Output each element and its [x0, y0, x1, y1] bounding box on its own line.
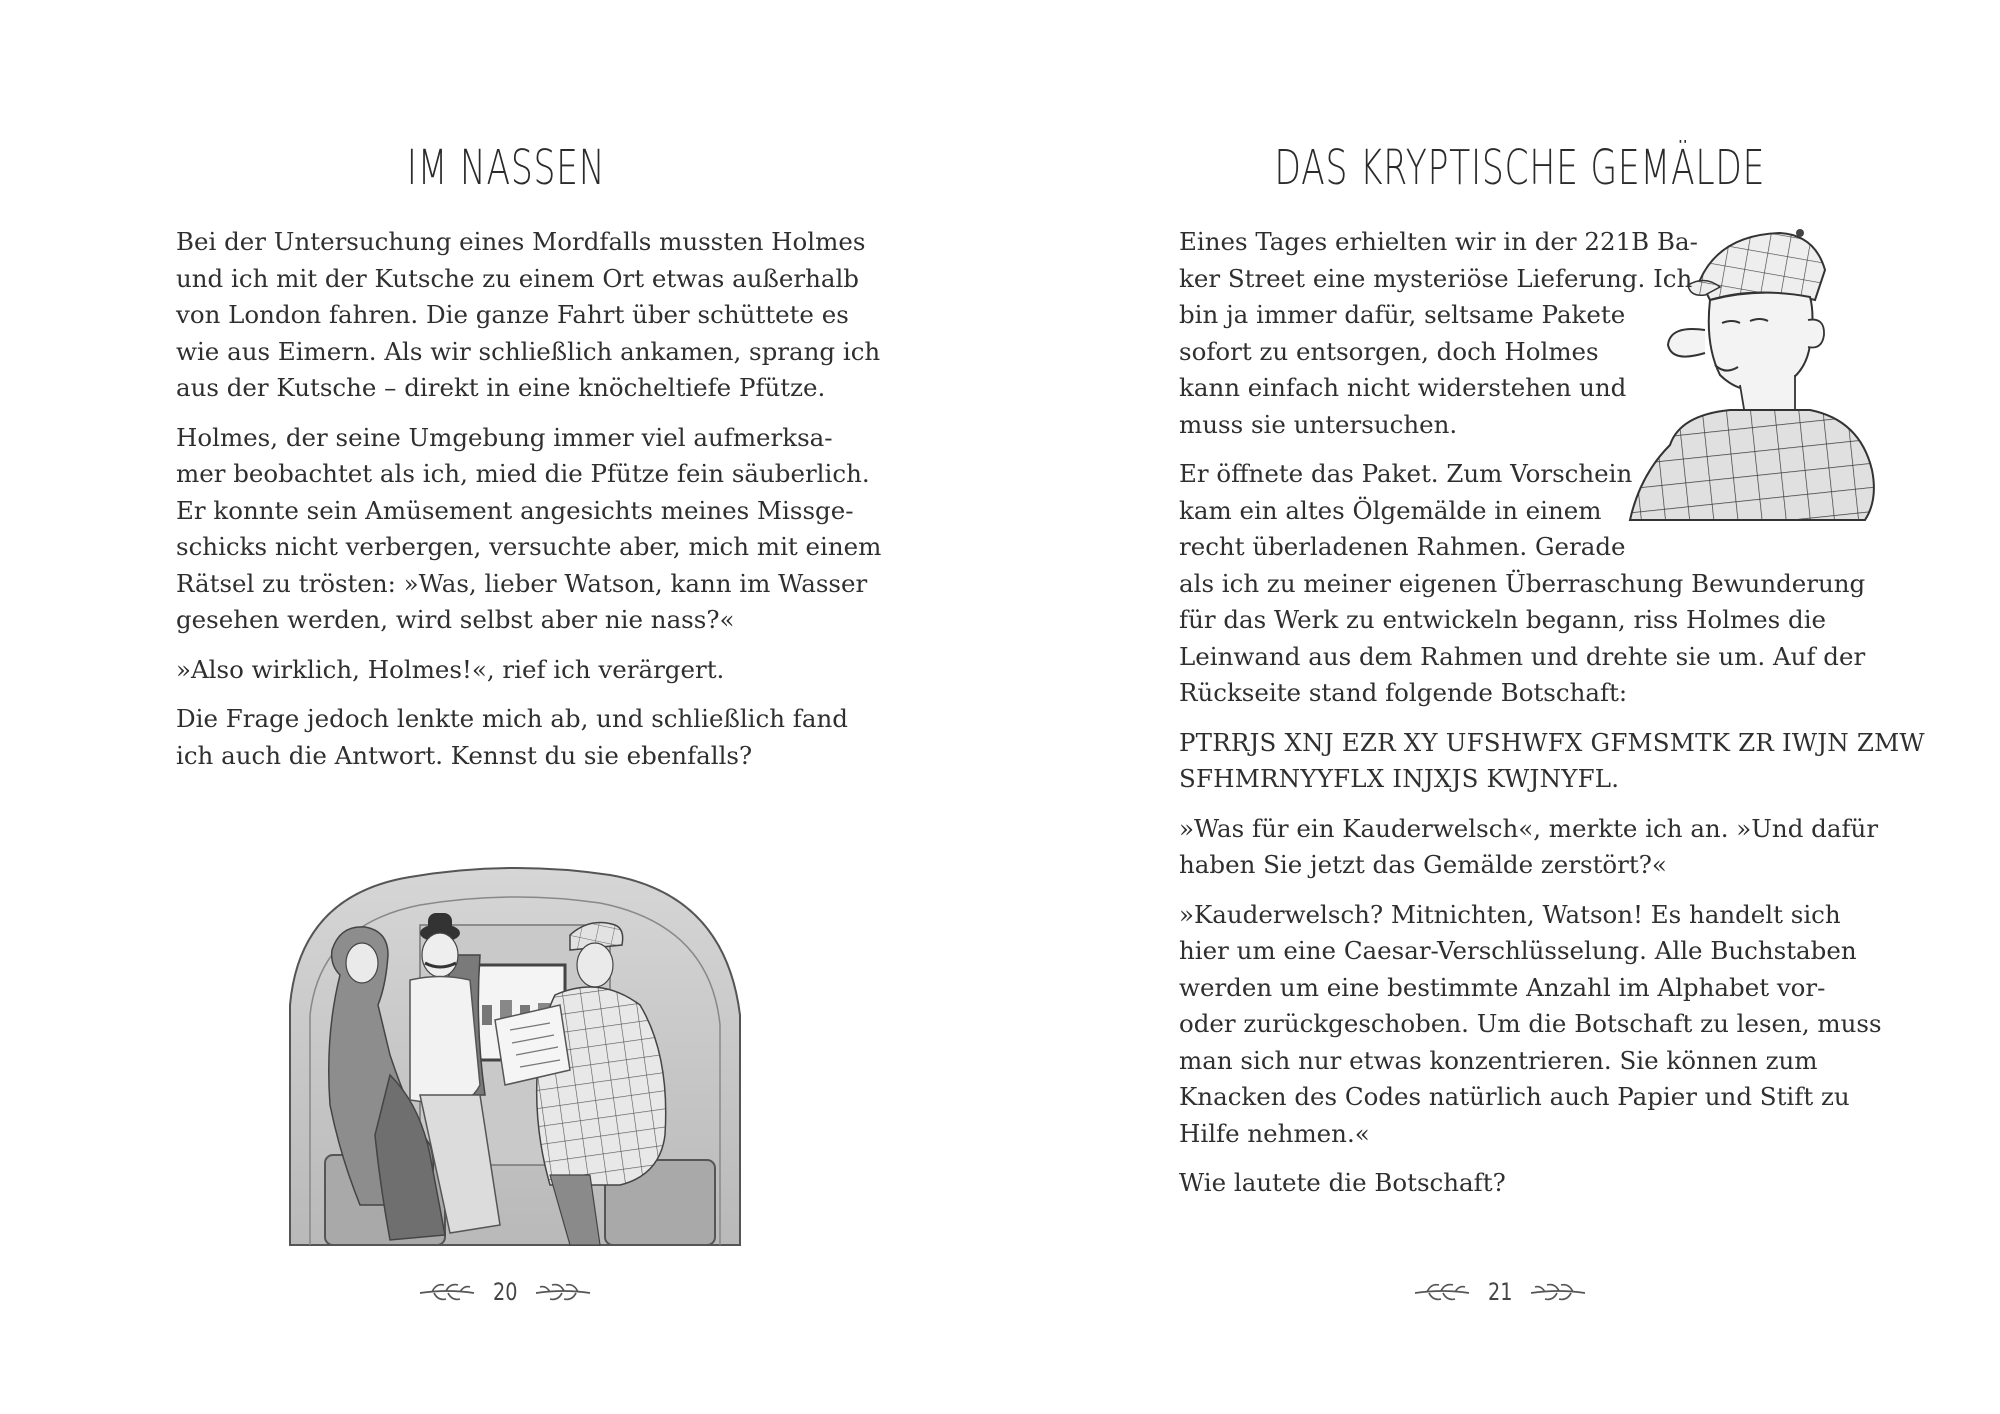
cipher-message	[1179, 725, 1925, 798]
text-line: für das Werk zu entwickeln begann, riss Holmes die	[1179, 605, 1827, 634]
right-sprig-icon	[534, 1281, 592, 1303]
text-line: Er öffnete das Paket. Zum Vorschein	[1179, 459, 1633, 488]
text-line: »Also wirklich, Holmes!«, rief ich verärgert.	[176, 654, 725, 684]
text-line: oder zurückgeschoben. Um die Botschaft zu lesen, muss	[1179, 1009, 1882, 1038]
paragraph	[1179, 811, 1879, 884]
text-line: kann einfach nicht widerstehen und	[1179, 373, 1627, 402]
right-body-text	[1179, 224, 1925, 1215]
paragraph	[176, 701, 856, 774]
text-line: Holmes, der seine Umgebung immer viel aufmerksa-	[176, 422, 833, 452]
text-line: hier um eine Caesar-Verschlüsselung. Alle Buchstaben	[1179, 936, 1857, 965]
text-line: als ich zu meiner eigenen Überraschung Bewunderung	[1179, 568, 1866, 598]
left-body-text	[176, 224, 882, 787]
text-line: sofort zu entsorgen, doch Holmes	[1179, 336, 1599, 366]
text-line: gesehen werden, wird selbst aber nie nass?«	[176, 605, 735, 634]
text-line: Er konnte sein Amüsement angesichts meines Missge-	[176, 495, 854, 525]
text-line: PTRRJS XNJ EZR XY UFSHWFX GFMSMTK ZR IWJN ZMW	[1179, 727, 1925, 757]
left-sprig-icon	[1413, 1281, 1471, 1303]
text-line: man sich nur etwas konzentrieren. Sie können zum	[1179, 1045, 1818, 1075]
text-line: Leinwand aus dem Rahmen und drehte sie um. Auf der	[1179, 641, 1866, 671]
text-line: recht überladenen Rahmen. Gerade	[1179, 532, 1626, 561]
text-line: von London fahren. Die ganze Fahrt über schüttete es	[176, 300, 849, 329]
left-sprig-icon	[418, 1281, 476, 1303]
paragraph	[1179, 224, 1839, 443]
carriage-interior-illustration	[270, 855, 750, 1255]
text-line: wie aus Eimern. Als wir schließlich ankamen, sprang ich	[176, 336, 881, 366]
paragraph	[176, 652, 856, 689]
paragraph	[176, 420, 882, 639]
chapter-title-left: IM NASSEN	[406, 140, 606, 196]
text-line: ker Street eine mysteriöse Lieferung. Ich	[1179, 263, 1693, 293]
text-line: schicks nicht verbergen, versuchte aber, mich mit einem	[176, 532, 882, 561]
text-line: haben Sie jetzt das Gemälde zerstört?«	[1179, 850, 1667, 879]
text-line: muss sie untersuchen.	[1179, 409, 1458, 439]
text-line: Knacken des Codes natürlich auch Papier und Stift zu	[1179, 1082, 1850, 1111]
text-line: Bei der Untersuchung eines Mordfalls mussten Holmes	[176, 227, 866, 256]
page-number: 21	[1487, 1278, 1513, 1306]
text-line: SFHMRNYYFLX INJXJS KWJNYFL.	[1179, 764, 1620, 793]
paragraph	[1179, 456, 1866, 712]
text-line: aus der Kutsche – direkt in eine knöcheltiefe Pfütze.	[176, 373, 826, 402]
text-line: Rätsel zu trösten: »Was, lieber Watson, kann im Wasser	[176, 568, 868, 598]
text-line: ich auch die Antwort. Kennst du sie ebenfalls?	[176, 740, 753, 770]
text-line: »Was für ein Kauderwelsch«, merkte ich an. »Und dafür	[1179, 813, 1879, 843]
right-page	[1000, 0, 2000, 1414]
page-footer-left	[400, 1272, 610, 1312]
paragraph	[1179, 897, 1882, 1153]
text-line: Die Frage jedoch lenkte mich ab, und schließlich fand	[176, 704, 848, 733]
right-sprig-icon	[1529, 1281, 1587, 1303]
text-line: »Kauderwelsch? Mitnichten, Watson! Es handelt sich	[1179, 899, 1841, 929]
text-line: kam ein altes Ölgemälde in einem	[1179, 495, 1602, 525]
text-line: Eines Tages erhielten wir in der 221B Ba-	[1179, 227, 1698, 256]
text-line: Rückseite stand folgende Botschaft:	[1179, 678, 1628, 707]
text-line: Hilfe nehmen.«	[1179, 1118, 1370, 1148]
text-line: und ich mit der Kutsche zu einem Ort etwas außerhalb	[176, 263, 859, 293]
paragraph	[1179, 1165, 1839, 1202]
text-line: bin ja immer dafür, seltsame Pakete	[1179, 300, 1626, 329]
page-footer-right	[1395, 1272, 1605, 1312]
text-line: werden um eine bestimmte Anzahl im Alphabet vor-	[1179, 972, 1826, 1002]
text-line: Wie lautete die Botschaft?	[1179, 1168, 1506, 1197]
page-number: 20	[492, 1278, 518, 1306]
text-line: mer beobachtet als ich, mied die Pfütze fein säuberlich.	[176, 459, 870, 488]
paragraph	[176, 224, 881, 407]
chapter-title-right: DAS KRYPTISCHE GEMÄLDE	[1274, 140, 1766, 196]
